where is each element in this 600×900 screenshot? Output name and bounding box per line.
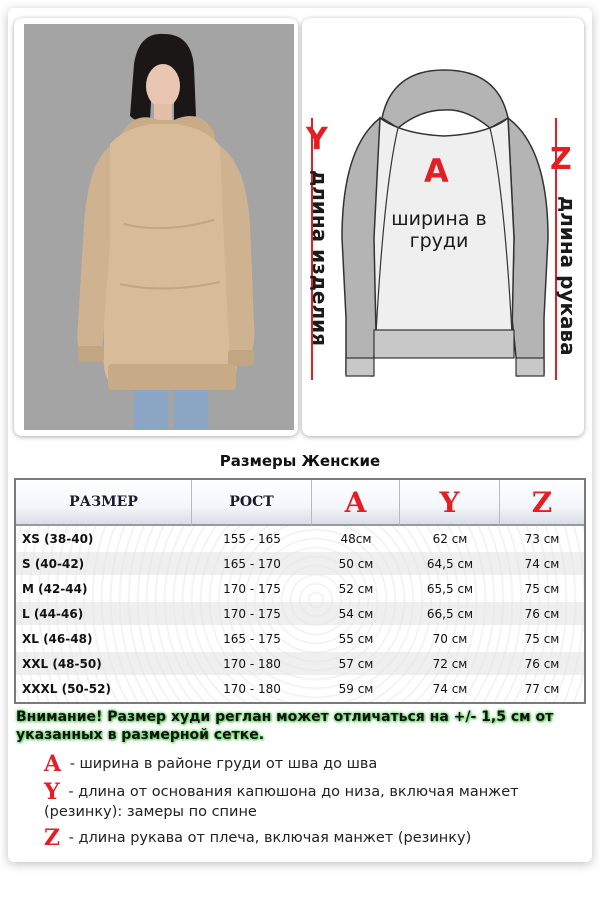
cell-z: 75 см [524,631,560,646]
table-row [16,551,584,576]
cell-height: 170 - 175 [223,581,281,596]
model-photo [24,24,294,430]
cell-z: 76 см [500,652,584,675]
diagram-letter-z: Z [550,142,572,177]
cell-y: 64,5 см [400,552,500,575]
cell-height: 165 - 175 [223,631,281,646]
size-table [14,478,586,704]
cell-y: 66,5 см [400,602,500,625]
cell-a: 48см [340,531,372,546]
header-z [500,480,584,526]
cell-a: 55 см [338,631,374,646]
cell-height: 170 - 180 [223,681,281,696]
table-body [16,526,584,701]
cell-a: 50 см [312,552,400,575]
legend-text-z: - длина рукава от плеча, включая манжет (резинку) [68,830,472,846]
cell-y: 74 см [432,681,468,696]
cell-y: 62 см [432,531,468,546]
legend-item-y [44,779,544,822]
cell-size: XXL (48-50) [16,652,192,675]
legend-letter-y: Y [44,779,60,805]
cell-size: XL (46-48) [22,631,93,646]
chest-width-label: ширина в груди [391,208,487,252]
size-warning-note: Внимание! Размер худи реглан может отличаться на +/- 1,5 см от указанных в размерной сетке. [16,709,554,743]
cell-y: 70 см [432,631,468,646]
header-a [312,480,400,526]
header-a-label: A [344,485,367,519]
legend-text-y: - длина от основания капюшона до низа, включая манжет (резинку): замеры по спине [44,784,519,820]
cell-height: 170 - 180 [192,652,312,675]
cell-z: 76 см [500,602,584,625]
cell-y: 72 см [400,652,500,675]
cell-size: XS (38-40) [22,531,94,546]
table-row [16,576,584,601]
table-row [16,676,584,701]
header-size [16,480,192,526]
cell-size: M (42-44) [22,581,88,596]
cell-z: 74 см [500,552,584,575]
header-y-label: Y [439,485,460,519]
cell-a: 52 см [338,581,374,596]
table-row [16,626,584,651]
legend-letter-a: A [44,751,62,777]
legend-letter-z: Z [44,825,61,851]
measurement-diagram [302,18,584,436]
header-height-label: РОСТ [229,494,274,510]
diagram-letter-y: Y [306,122,328,157]
cell-z: 77 см [524,681,560,696]
cell-size: L (44-46) [16,602,192,625]
cell-size: XXXL (50-52) [22,681,111,696]
cell-a: 57 см [312,652,400,675]
length-label: длина изделия [308,170,332,346]
cell-height: 165 - 170 [192,552,312,575]
legend-item-a [44,751,584,777]
header-y [400,480,500,526]
header-height [192,480,312,526]
cell-a: 59 см [338,681,374,696]
model-in-beige-hoodie-image [24,24,294,430]
cell-z: 73 см [524,531,560,546]
table-row [16,526,584,551]
legend-text-a: - ширина в районе груди от шва до шва [69,756,378,772]
table-row [16,601,584,626]
cell-a: 54 см [312,602,400,625]
size-chart-title: Размеры Женские [219,452,381,470]
cell-size: S (40-42) [16,552,192,575]
model-photo-frame [14,18,298,436]
header-z-label: Z [531,485,553,519]
table-row [16,651,584,676]
cell-height: 155 - 165 [223,531,281,546]
sleeve-length-label: длина рукава [556,196,580,356]
legend-item-z [44,825,584,851]
diagram-letter-a: A [424,152,449,190]
cell-y: 65,5 см [426,581,474,596]
table-header [16,480,584,526]
cell-z: 75 см [524,581,560,596]
cell-height: 170 - 175 [192,602,312,625]
header-size-label: РАЗМЕР [69,494,138,510]
